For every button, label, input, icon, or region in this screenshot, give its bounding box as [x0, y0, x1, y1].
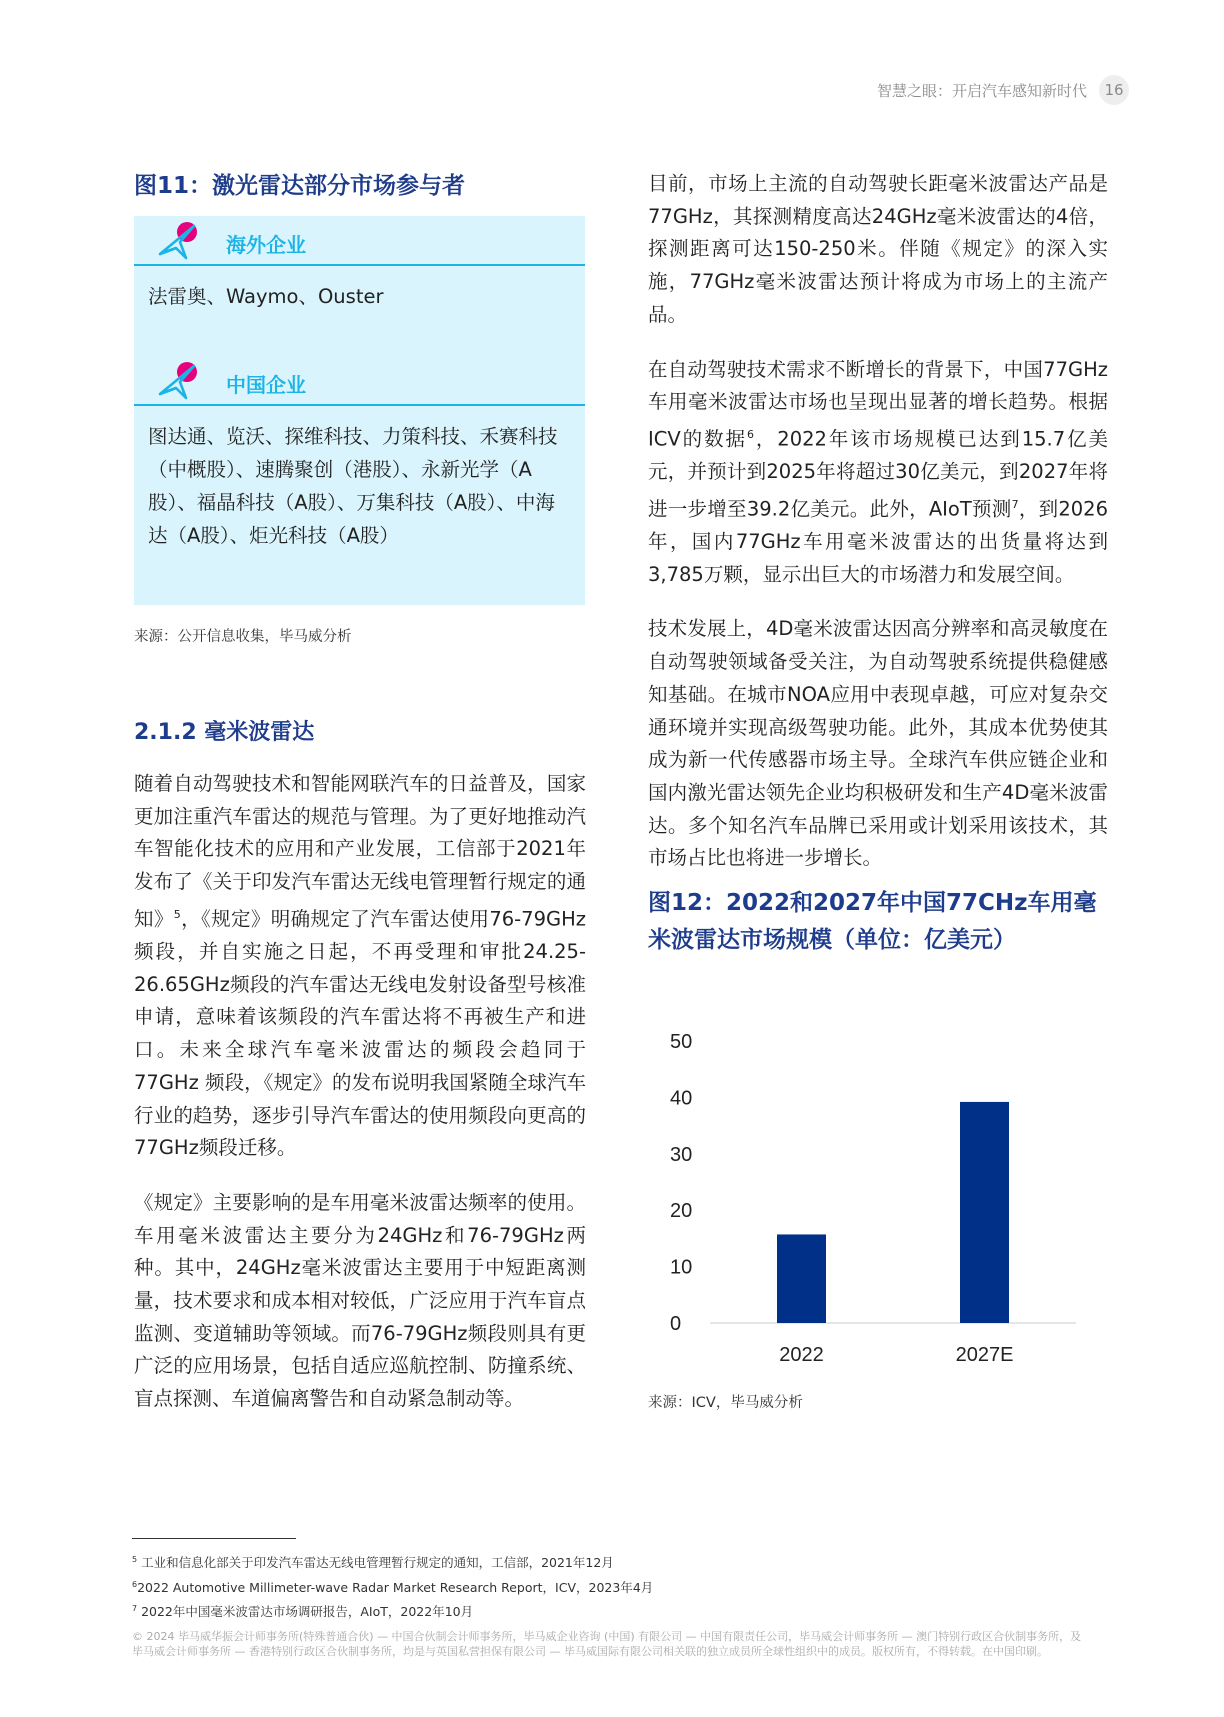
footnotes [132, 1538, 1092, 1623]
overseas-section [134, 216, 585, 313]
header-title: 智慧之眼：开启汽车感知新时代 [876, 81, 1087, 100]
bar-chart-svg [648, 1019, 1108, 1379]
figure11-source: 来源：公开信息收集，毕马威分析 [134, 629, 352, 645]
overseas-label: 海外企业 [226, 233, 306, 257]
market-participants-box [134, 216, 585, 605]
bar-2022 [777, 1235, 826, 1324]
left-paragraph-1: 随着自动驾驶技术和智能网联汽车的日益普及，国家更加注重汽车雷达的规范与管理。为了更好地推动汽车智能化技术的应用和产业发展，工信部于2021年发布了《关于印发汽车雷达无线电管理暂行规定的通知》$^5$，《规定》明确规定了汽车雷达使用76-79GHz频段，并自实施之日起，不再受理和审批24.25-26.65GHz频段的汽车雷达无线电发射设备型号核准申请，意味着该频段的汽车雷达将不再被生产和进口。未来全球汽车毫米波雷达的频段会趋同于77GHz 频段，《规定》的发布说明我国紧随全球汽车行业的趋势，逐步引导汽车雷达的使用频段向更高的77GHz频段迁移。 [134, 772, 586, 1160]
footnote-6: $^6$2022 Automotive Millimeter-wave Radar Market Research Report，ICV，2023年4月 [132, 1579, 654, 1595]
y-tick-label: 30 [670, 1143, 693, 1166]
figure12-source: 来源：ICV，毕马威分析 [648, 1395, 803, 1412]
right-column [648, 168, 1108, 1412]
x-tick-label: 2027E [955, 1344, 1014, 1367]
bar-2027E [960, 1102, 1009, 1323]
section-heading: 2.1.2 毫米波雷达 [134, 720, 315, 745]
right-paragraph-1: 目前，市场上主流的自动驾驶长距毫米波雷达产品是77GHz，其探测精度高达24GHz毫米波雷达的4倍，探测距离可达150-250米。伴随《规定》的深入实施，77GHz毫米波雷达预计将成为市场上的主流产品。 [648, 172, 1108, 326]
y-tick-label: 20 [670, 1200, 693, 1223]
footnote-ref: 6 [746, 427, 754, 441]
bar-chart [648, 1019, 1108, 1379]
overseas-companies: 法雷奥、Waymo、Ouster [148, 285, 384, 308]
left-column [134, 168, 586, 1416]
footnote-divider [132, 1538, 296, 1539]
china-label: 中国企业 [226, 373, 306, 397]
footnote-ref: 7 [1011, 497, 1019, 511]
left-paragraph-2: 《规定》主要影响的是车用毫米波雷达频率的使用。车用毫米波雷达主要分为24GHz和76-79GHz两种。其中，24GHz毫米波雷达主要用于中短距离测量，技术要求和成本相对较低，广泛应用于汽车盲点监测、变道辅助等领域。而76-79GHz频段则具有更广泛的应用场景，包括自适应巡航控制、防撞系统、盲点探测、车道偏离警告和自动紧急制动等。 [134, 1190, 586, 1411]
figure12-title: 图12：2022和2027年中国77CHz车用毫米波雷达市场规模（单位：亿美元） [648, 890, 1097, 954]
figure11-title: 图11：激光雷达部分市场参与者 [134, 173, 466, 199]
x-tick-label: 2022 [779, 1344, 824, 1367]
y-tick-label: 0 [670, 1313, 682, 1336]
page-number: 16 [1099, 75, 1129, 105]
page-header [877, 75, 1129, 105]
footnote-7: $^7$ 2022年中国毫米波雷达市场调研报告，AIoT，2022年10月 [132, 1604, 474, 1620]
china-section [134, 356, 585, 552]
footnote-ref: 5 [173, 907, 181, 921]
footnote-5: $^5$ 工业和信息化部关于印发汽车雷达无线电管理暂行规定的通知，工信部，2021年12月 [132, 1555, 614, 1571]
copyright-notice: © 2024 毕马威华振会计师事务所(特殊普通合伙) — 中国合伙制会计师事务所，毕马威企业咨询 (中国) 有限公司 — 中国有限责任公司，毕马威会计师事务所 — 澳门特别行政区合伙制事务所，及毕马威会计师事务所 — 香港特别行政区合伙制事务所，均是与英国私营担保有限公司 — 毕马威国际有限公司相关联的独立成员所全球性组织中的成员。版权所有，不得转载。在中国印刷。 [132, 1630, 1082, 1658]
y-tick-label: 50 [670, 1031, 693, 1054]
y-tick-label: 40 [670, 1087, 693, 1110]
right-paragraph-3: 技术发展上，4D毫米波雷达因高分辨率和高灵敏度在自动驾驶领域备受关注，为自动驾驶系统提供稳健感知基础。在城市NOA应用中表现卓越，可应对复杂交通环境并实现高级驾驶功能。此外，其成本优势使其成为新一代传感器市场主导。全球汽车供应链企业和国内激光雷达领先企业均积极研发和生产4D毫米波雷达。多个知名汽车品牌已采用或计划采用该技术，其市场占比也将进一步增长。 [648, 617, 1108, 870]
right-paragraph-2: 在自动驾驶技术需求不断增长的背景下，中国77GHz车用毫米波雷达市场也呈现出显著的增长趋势。根据ICV的数据$^6$，2022年该市场规模已达到15.7亿美元，并预计到2025年将超过30亿美元，到2027年将进一步增至39.2亿美元。此外，AIoT预测$^7$，到2026年，国内77GHz车用毫米波雷达的出货量将达到3,785万颗，显示出巨大的市场潜力和发展空间。 [648, 357, 1108, 586]
china-companies: 图达通、览沃、探维科技、力策科技、禾赛科技（中概股）、速腾聚创（港股）、永新光学（A股）、福晶科技（A股）、万集科技（A股）、中海达（A股）、炬光科技（A股） [148, 425, 558, 547]
star-logo-icon [156, 358, 202, 404]
star-logo-icon [156, 218, 202, 264]
y-tick-label: 10 [670, 1256, 693, 1279]
